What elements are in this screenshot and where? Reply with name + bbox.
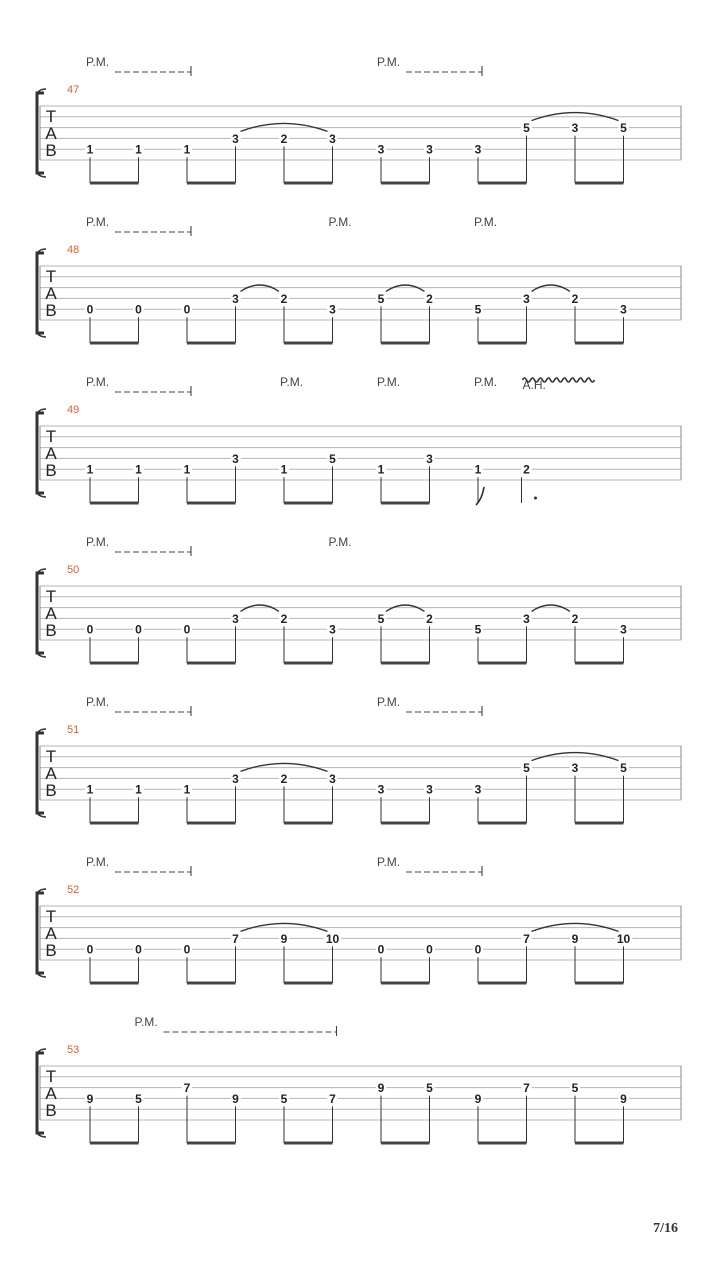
augmentation-dot bbox=[534, 497, 537, 500]
fret-number: 3 bbox=[620, 302, 627, 317]
fret-number: 3 bbox=[329, 302, 336, 317]
fret-number: 3 bbox=[377, 782, 385, 797]
fret-number: 0 bbox=[135, 302, 142, 317]
fret-number: 3 bbox=[474, 142, 482, 157]
fret-number: 0 bbox=[86, 942, 94, 957]
tab-clef-letter: T bbox=[45, 747, 57, 766]
fret-number: 2 bbox=[280, 131, 288, 146]
fret-number: 7 bbox=[329, 1091, 336, 1106]
fret-number: 2 bbox=[571, 611, 579, 626]
fret-number: 1 bbox=[135, 782, 142, 797]
fret-number: 2 bbox=[426, 611, 433, 626]
palm-mute-label: P.M. bbox=[474, 375, 498, 389]
tab-clef-letter: A bbox=[45, 764, 57, 783]
note-flag bbox=[476, 487, 484, 505]
palm-mute-label: P.M. bbox=[86, 695, 110, 709]
palm-mute-label: P.M. bbox=[328, 215, 352, 229]
page-number: 7/16 bbox=[653, 1221, 678, 1236]
fret-number: 0 bbox=[377, 942, 385, 957]
fret-number: 5 bbox=[523, 761, 530, 776]
fret-number: 9 bbox=[232, 1091, 239, 1106]
tab-clef-letter: T bbox=[45, 267, 57, 286]
tab-clef-letter: T bbox=[45, 427, 57, 446]
fret-number: 9 bbox=[86, 1091, 94, 1106]
fret-number: 0 bbox=[86, 302, 94, 317]
fret-number: 10 bbox=[616, 931, 631, 946]
tab-clef-letter: B bbox=[45, 781, 57, 800]
staff-system bbox=[37, 535, 681, 663]
fret-number: 7 bbox=[232, 931, 239, 946]
fret-number: 0 bbox=[86, 622, 94, 637]
tab-clef-letter: A bbox=[45, 604, 57, 623]
tab-clef-letter: B bbox=[45, 1101, 57, 1120]
fret-number: 3 bbox=[523, 611, 530, 626]
tab-clef-letter: A bbox=[45, 284, 57, 303]
fret-number: 1 bbox=[183, 782, 191, 797]
fret-number: 5 bbox=[329, 451, 336, 466]
fret-number: 0 bbox=[135, 942, 142, 957]
fret-number: 0 bbox=[135, 622, 142, 637]
fret-number: 5 bbox=[377, 611, 385, 626]
fret-number: 2 bbox=[571, 291, 579, 306]
palm-mute-label: P.M. bbox=[328, 535, 352, 549]
bar-number: 53 bbox=[67, 1044, 80, 1056]
staff-system bbox=[37, 375, 681, 505]
fret-number: 3 bbox=[523, 291, 530, 306]
fret-number: 5 bbox=[474, 302, 482, 317]
staff-system bbox=[37, 855, 681, 983]
fret-number: 3 bbox=[329, 771, 336, 786]
fret-number: 3 bbox=[426, 782, 433, 797]
fret-number: 7 bbox=[523, 931, 530, 946]
fret-number: 3 bbox=[232, 291, 239, 306]
staff-system bbox=[37, 55, 681, 183]
palm-mute-label: P.M. bbox=[86, 375, 110, 389]
fret-number: 7 bbox=[183, 1081, 191, 1096]
palm-mute-label: P.M. bbox=[377, 855, 401, 869]
fret-number: 3 bbox=[232, 451, 239, 466]
fret-number: 3 bbox=[426, 451, 433, 466]
fret-number: 0 bbox=[183, 942, 191, 957]
staff-system bbox=[37, 215, 681, 343]
fret-number: 1 bbox=[86, 782, 94, 797]
fret-number: 5 bbox=[523, 121, 530, 136]
tab-clef-letter: B bbox=[45, 941, 57, 960]
fret-number: 5 bbox=[426, 1081, 433, 1096]
fret-number: 3 bbox=[232, 771, 239, 786]
fret-number: 1 bbox=[183, 462, 191, 477]
fret-number: 2 bbox=[523, 462, 530, 477]
fret-number: 2 bbox=[426, 291, 433, 306]
fret-number: 9 bbox=[474, 1091, 482, 1106]
fret-number: 5 bbox=[620, 761, 627, 776]
fret-number: 5 bbox=[571, 1081, 579, 1096]
palm-mute-label: P.M. bbox=[134, 1015, 158, 1029]
slur-arc bbox=[241, 285, 280, 291]
fret-number: 0 bbox=[183, 622, 191, 637]
fret-number: 1 bbox=[474, 462, 482, 477]
bar-number: 47 bbox=[67, 84, 80, 96]
slur-arc bbox=[386, 285, 425, 291]
palm-mute-label: P.M. bbox=[377, 375, 401, 389]
palm-mute-label: P.M. bbox=[377, 55, 401, 69]
fret-number: 3 bbox=[377, 142, 385, 157]
tab-clef-letter: A bbox=[45, 1084, 57, 1103]
fret-number: 2 bbox=[280, 771, 288, 786]
palm-mute-label: P.M. bbox=[474, 215, 498, 229]
tab-clef-letter: B bbox=[45, 301, 57, 320]
fret-number: 2 bbox=[280, 611, 288, 626]
slur-arc bbox=[241, 605, 280, 611]
tab-clef-letter: A bbox=[45, 124, 57, 143]
fret-number: 3 bbox=[426, 142, 433, 157]
palm-mute-label: P.M. bbox=[86, 855, 110, 869]
staff-system bbox=[37, 695, 681, 823]
palm-mute-label: P.M. bbox=[86, 535, 110, 549]
fret-number: 1 bbox=[135, 142, 142, 157]
fret-number: 1 bbox=[135, 462, 142, 477]
fret-number: 5 bbox=[377, 291, 385, 306]
tab-clef-letter: T bbox=[45, 587, 57, 606]
tab-clef-letter: A bbox=[45, 924, 57, 943]
fret-number: 0 bbox=[183, 302, 191, 317]
artificial-harmonic-label: A.H. bbox=[522, 378, 546, 392]
slur-arc bbox=[386, 605, 425, 611]
fret-number: 7 bbox=[523, 1081, 530, 1096]
fret-number: 3 bbox=[620, 622, 627, 637]
fret-number: 9 bbox=[620, 1091, 627, 1106]
tab-clef-letter: B bbox=[45, 141, 57, 160]
fret-number: 3 bbox=[232, 611, 239, 626]
fret-number: 0 bbox=[426, 942, 433, 957]
palm-mute-label: P.M. bbox=[86, 215, 110, 229]
fret-number: 3 bbox=[329, 622, 336, 637]
fret-number: 3 bbox=[571, 761, 579, 776]
fret-number: 9 bbox=[377, 1081, 385, 1096]
fret-number: 0 bbox=[474, 942, 482, 957]
tab-clef-letter: A bbox=[45, 444, 57, 463]
fret-number: 3 bbox=[571, 121, 579, 136]
fret-number: 1 bbox=[86, 142, 94, 157]
fret-number: 2 bbox=[280, 291, 288, 306]
tab-clef-letter: T bbox=[45, 907, 57, 926]
fret-number: 5 bbox=[135, 1091, 142, 1106]
tab-clef-letter: B bbox=[45, 461, 57, 480]
fret-number: 5 bbox=[474, 622, 482, 637]
tab-clef-letter: B bbox=[45, 621, 57, 640]
fret-number: 3 bbox=[474, 782, 482, 797]
fret-number: 3 bbox=[329, 131, 336, 146]
fret-number: 5 bbox=[280, 1091, 288, 1106]
fret-number: 9 bbox=[571, 931, 579, 946]
slur-arc bbox=[532, 285, 571, 291]
bar-number: 50 bbox=[67, 564, 80, 576]
fret-number: 10 bbox=[325, 931, 340, 946]
fret-number: 3 bbox=[232, 131, 239, 146]
fret-number: 1 bbox=[377, 462, 385, 477]
bar-number: 52 bbox=[67, 884, 80, 896]
tab-clef-letter: T bbox=[45, 1067, 57, 1086]
bar-number: 49 bbox=[67, 404, 80, 416]
fret-number: 1 bbox=[86, 462, 94, 477]
palm-mute-label: P.M. bbox=[280, 375, 304, 389]
slur-arc bbox=[532, 605, 571, 611]
staff-system bbox=[37, 1015, 681, 1143]
bar-number: 51 bbox=[67, 724, 80, 736]
fret-number: 1 bbox=[183, 142, 191, 157]
fret-number: 9 bbox=[280, 931, 288, 946]
fret-number: 5 bbox=[620, 121, 627, 136]
tab-clef-letter: T bbox=[45, 107, 57, 126]
palm-mute-label: P.M. bbox=[86, 55, 110, 69]
fret-number: 1 bbox=[280, 462, 288, 477]
bar-number: 48 bbox=[67, 244, 80, 256]
palm-mute-label: P.M. bbox=[377, 695, 401, 709]
